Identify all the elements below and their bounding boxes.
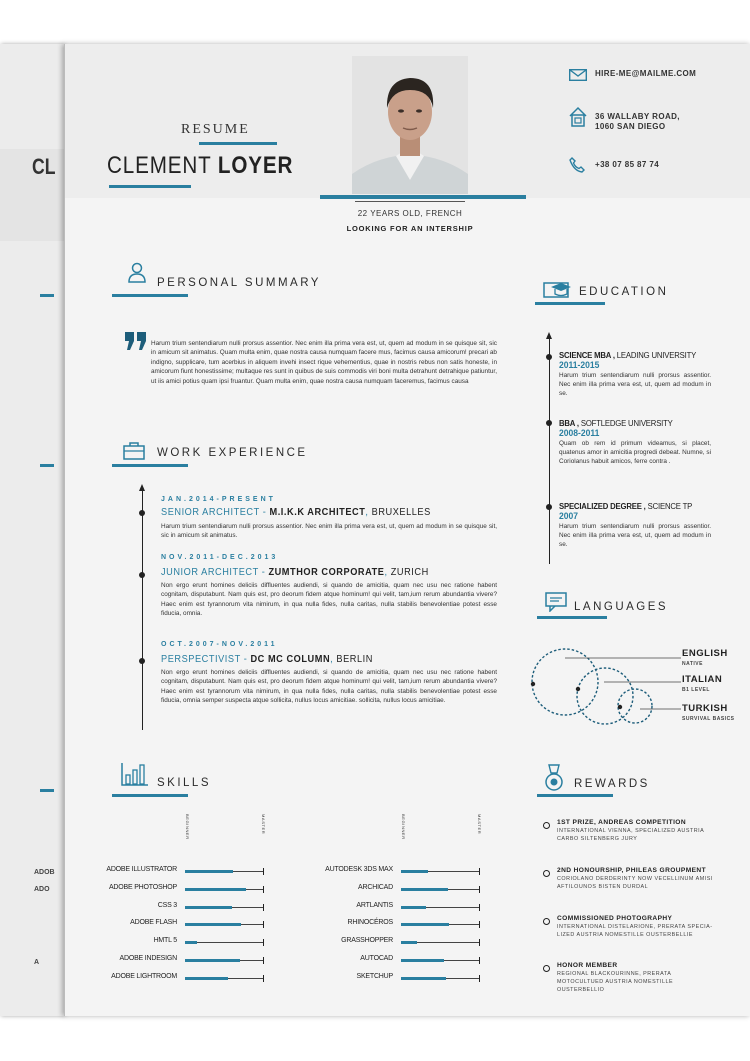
school: SCIENCE TP <box>647 501 693 511</box>
section-underline <box>112 794 188 797</box>
resume-label: RESUME <box>181 122 250 137</box>
education-description: Harum trium sentendiarum nulli prorsus assentior. Nec enim illa prima vera est, ut, quem ad modum in se. <box>559 372 711 398</box>
education-title: SPECIALIZED DEGREE , SCIENCE TP <box>559 501 693 511</box>
school: LEADING UNIVERSITY <box>616 350 697 360</box>
education-item <box>559 418 711 467</box>
reward-title: 1ST PRIZE, ANDREAS COMPETITION <box>557 819 686 826</box>
skill-scale-low-right: BEGINNER <box>401 814 406 840</box>
skill-track-end <box>263 939 264 946</box>
reward-description: INTERNATIONAL DISTELARIONE, PRERATA SPECIA-LIZED AUSTRIA NOMESTILLE OUSTERBELLIE <box>557 924 713 938</box>
background-accent-mark <box>40 789 54 792</box>
reward-bullet <box>543 965 550 972</box>
address-line-1: 36 WALLABY ROAD, <box>595 112 680 121</box>
job-city: BERLIN <box>336 654 373 665</box>
photo-divider <box>355 201 465 202</box>
english-marker <box>531 682 535 686</box>
job-company: ZUMTHOR CORPORATE <box>268 567 385 578</box>
email-text: HIRE-ME@MAILME.COM <box>595 69 697 78</box>
skill-level-bar <box>401 977 446 980</box>
skill-label: AUTOCAD <box>360 955 393 962</box>
skill-label: AUTODESK 3DS MAX <box>325 866 393 873</box>
skill-label: ADOBE LIGHTROOM <box>111 972 177 980</box>
phone-icon <box>569 157 585 176</box>
person-icon <box>127 262 147 289</box>
skill-label: CSS 3 <box>157 901 177 909</box>
background-skill-fragment: ADOB <box>34 869 55 876</box>
education-years: 2011-2015 <box>559 360 600 371</box>
job-role: SENIOR ARCHITECT <box>161 507 260 518</box>
english-circle <box>532 649 598 715</box>
work-timeline-dot <box>139 658 145 664</box>
italian-circle <box>577 668 633 724</box>
job-date: OCT.2007-NOV.2011 <box>161 641 278 648</box>
job-description: Non ergo erunt homines deliciis diffluentes audiendi, si quando de amicitia, quam nec usu nec ratione habent cognitam, disputabunt. Nam quis est, pro deorum fidem atque hominum! qui velit, tam,ium rerum abundantia vivere? Haec enim est tyrannorum vita nimirum, in qua nulla fides, nulla caritas, nulla stabilis benevolentiae potest esse fiducia, omnia. <box>161 582 497 618</box>
turkish-marker <box>618 705 622 709</box>
skill-track-end <box>263 957 264 964</box>
reward-title: COMMISSIONED PHOTOGRAPHY <box>557 915 673 922</box>
envelope-icon <box>569 69 587 84</box>
language-circles-diagram <box>525 634 685 734</box>
degree: BBA <box>559 418 575 428</box>
language-name: ENGLISH <box>682 648 728 659</box>
quote-icon <box>125 332 149 357</box>
skill-level-bar <box>401 941 417 944</box>
reward-title: HONOR MEMBER <box>557 962 618 969</box>
skill-label: ADOBE ILLUSTRATOR <box>106 866 177 873</box>
education-description: Quam ob rem id primum videamus, si placet, quatenus amor in amicitia progredi debeat. Numne, si Coriolanus habuit amicos, ferre contra . <box>559 440 711 466</box>
job-city: ZURICH <box>390 567 429 578</box>
skill-level-bar <box>185 888 246 891</box>
skill-level-bar <box>185 977 228 980</box>
education-item <box>559 350 711 399</box>
house-icon <box>569 106 587 131</box>
job-date: NOV.2011-DEC.2013 <box>161 554 279 561</box>
job-company: M.I.K.K ARCHITECT <box>269 507 366 518</box>
section-title-rewards: REWARDS <box>574 778 650 790</box>
italian-marker <box>576 687 580 691</box>
education-timeline-dot <box>546 504 552 510</box>
job-role: JUNIOR ARCHITECT <box>161 567 259 578</box>
work-timeline <box>142 490 143 730</box>
job-company: DC MC COLUMN <box>250 654 331 665</box>
job-title: SENIOR ARCHITECT - M.I.K.K ARCHITECT, BRUXELLES <box>161 507 431 518</box>
skill-level-bar <box>185 923 241 926</box>
language-level: NATIVE <box>682 661 703 667</box>
photo-accent-bar <box>320 195 526 199</box>
reward-description: CORIOLANO DERDERINTY NOW VECELLINUM AMISI AFTILOUNOS BISTEN DURDAL <box>557 876 713 890</box>
contact-phone <box>595 160 659 170</box>
skill-scale-high-right: MASTER <box>477 814 482 835</box>
skill-level-bar <box>401 888 448 891</box>
skill-level-bar <box>401 906 426 909</box>
address-line-2: 1060 SAN DIEGO <box>595 122 666 131</box>
resume-page <box>64 44 750 1016</box>
skill-track <box>185 942 263 943</box>
skill-level-bar <box>401 923 449 926</box>
first-name: CLEMENT <box>107 152 212 179</box>
work-timeline-dot <box>139 510 145 516</box>
work-timeline-dot <box>139 572 145 578</box>
contact-email <box>595 69 696 79</box>
contact-address <box>595 112 680 132</box>
skill-track-end <box>263 921 264 928</box>
portrait-photo <box>352 56 468 194</box>
personal-summary-text: Harum trium sentendiarum nulli prorsus assentior. Nec enim illa prima vera est, ut, quem ad modum in se quisque sit, sic in amicum sit animatus. Quam multa enim, quae nostra causa numquam facere mus, facimus causa amicorum! precari ab indigno, supplicare, tum acerbius in aliquem invehi insect rique vehementius, quae in nostris rebus non satis honeste, in amicorum fiunt honestissime; multaque res sunt in quibus de suis commodis viri boni multa detrahunt detrahique patiuntur, ut iis amici potius quam ipsi fruantur. Quam multa enim, quae nostra causa numquam faceremus, facimus causa <box>151 340 497 385</box>
education-timeline <box>549 338 550 564</box>
resume-underline <box>199 142 277 145</box>
job-date: JAN.2014-PRESENT <box>161 496 276 503</box>
section-underline <box>535 302 605 305</box>
skill-scale-low-left: BEGINNER <box>185 814 190 840</box>
background-name-fragment: CL <box>32 154 56 179</box>
education-title: BBA , SOFTLEDGE UNIVERSITY <box>559 418 673 428</box>
reward-bullet <box>543 822 550 829</box>
reward-description: INTERNATIONAL VIENNA, SPECIALIZED AUSTRIA CARBO SILTENBERG JURY <box>557 828 704 842</box>
background-skill-fragment: A <box>34 959 40 966</box>
section-underline <box>112 294 188 297</box>
skill-label: ADOBE FLASH <box>130 919 177 927</box>
phone-text: +38 07 85 87 74 <box>595 160 660 169</box>
education-years: 2007 <box>559 511 579 522</box>
school: SOFTLEDGE UNIVERSITY <box>580 418 673 428</box>
speech-bubble-icon <box>545 592 567 617</box>
education-timeline-dot <box>546 354 552 360</box>
section-title-education: EDUCATION <box>579 286 669 298</box>
education-item <box>559 501 711 550</box>
skill-track-end <box>263 886 264 893</box>
skill-label: ADOBE PHOTOSHOP <box>108 883 177 891</box>
skill-label: ADOBE INDESIGN <box>119 955 177 962</box>
skill-level-bar <box>185 941 197 944</box>
age-nationality: 22 YEARS OLD, FRENCH <box>357 209 463 218</box>
skill-track-end <box>479 939 480 946</box>
skill-label: GRASSHOPPER <box>341 937 393 945</box>
graduation-cap-icon <box>543 278 573 305</box>
skill-label: SKETCHUP <box>356 972 393 980</box>
section-underline <box>537 794 613 797</box>
skill-track-end <box>479 921 480 928</box>
medal-icon <box>543 764 565 797</box>
degree: SPECIALIZED DEGREE <box>559 501 642 511</box>
education-title: SCIENCE MBA , LEADING UNIVERSITY <box>559 350 697 360</box>
language-level: SURVIVAL BASICS <box>682 716 735 722</box>
reward-bullet <box>543 918 550 925</box>
job-title: PERSPECTIVIST - DC MC COLUMN, BERLIN <box>161 654 373 665</box>
background-accent-mark <box>40 464 54 467</box>
education-description: Harum trium sentendiarum nulli prorsus assentior. Nec enim illa prima vera est, ut, quem ad modum in se. <box>559 523 711 549</box>
skill-label: ARCHICAD <box>358 883 393 891</box>
language-name: TURKISH <box>682 703 728 714</box>
reward-description: REGIONAL BLACKOURINNE, PRERATA MOTOCULTUED AUSTRIA NOMESTILLE OUSTERBELLIO <box>557 971 674 993</box>
education-timeline-dot <box>546 420 552 426</box>
skill-label: HMTL 5 <box>153 937 177 945</box>
skill-label: ARTLANTIS <box>356 901 393 909</box>
bar-chart-icon <box>121 762 149 791</box>
skill-track-end <box>479 868 480 875</box>
job-city: BRUXELLES <box>371 507 431 518</box>
skill-track-end <box>263 868 264 875</box>
skill-level-bar <box>401 959 444 962</box>
objective-line: LOOKING FOR AN INTERSHIP <box>346 224 474 233</box>
section-title-skills: SKILLS <box>157 777 211 789</box>
job-description: Non ergo erunt homines deliciis diffluentes audiendi, si quando de amicitia, quam nec usu nec ratione habent cognitam, disputabunt. Nam quis est, pro deorum fidem atque hominum! qui velit, tam,ium rerum abundantia vivere? Haec enim est tyrannorum vita nimirum, in qua nulla fides, nulla caritas, nulla stabilis benevolentiae potest esse fiducia, omnia semper suspecta atque sollicita, nullus locus amicitiae. sollicita, nullus locus amicitiae. <box>161 669 497 705</box>
skill-scale-high-left: MASTER <box>261 814 266 835</box>
education-years: 2008-2011 <box>559 428 600 439</box>
skill-level-bar <box>185 870 233 873</box>
reward-title: 2ND HONOURSHIP, PHILEAS GROUPMENT <box>557 867 706 874</box>
skill-track-end <box>479 975 480 982</box>
language-name: ITALIAN <box>682 674 723 685</box>
skill-track-end <box>479 886 480 893</box>
name-underline <box>109 185 191 188</box>
skill-track-end <box>263 904 264 911</box>
skill-level-bar <box>185 906 232 909</box>
skill-level-bar <box>401 870 428 873</box>
briefcase-icon <box>123 442 145 465</box>
skill-level-bar <box>185 959 240 962</box>
job-title: JUNIOR ARCHITECT - ZUMTHOR CORPORATE, ZURICH <box>161 567 429 578</box>
skill-track-end <box>479 957 480 964</box>
job-role: PERSPECTIVIST <box>161 654 241 665</box>
background-resume-sheet <box>0 44 64 1016</box>
candidate-name <box>107 152 293 180</box>
background-skill-fragment: ADO <box>34 886 50 893</box>
language-level: B1 LEVEL <box>682 687 710 693</box>
reward-bullet <box>543 870 550 877</box>
skill-track-end <box>479 904 480 911</box>
section-title-languages: LANGUAGES <box>574 601 669 613</box>
section-underline <box>112 464 188 467</box>
background-accent-mark <box>40 294 54 297</box>
last-name: LOYER <box>217 152 294 179</box>
section-title-work-experience: WORK EXPERIENCE <box>157 447 308 459</box>
skill-label: RHINOCÉROS <box>347 919 393 927</box>
section-title-personal-summary: PERSONAL SUMMARY <box>157 277 321 289</box>
section-underline <box>537 616 607 619</box>
job-description: Harum trium sentendiarum nulli prorsus assentior. Nec enim illa prima vera est, ut, quem ad modum in se quisque sit, sic in amicum sit animatus. <box>161 523 497 540</box>
skill-track-end <box>263 975 264 982</box>
degree: SCIENCE MBA <box>559 350 611 360</box>
